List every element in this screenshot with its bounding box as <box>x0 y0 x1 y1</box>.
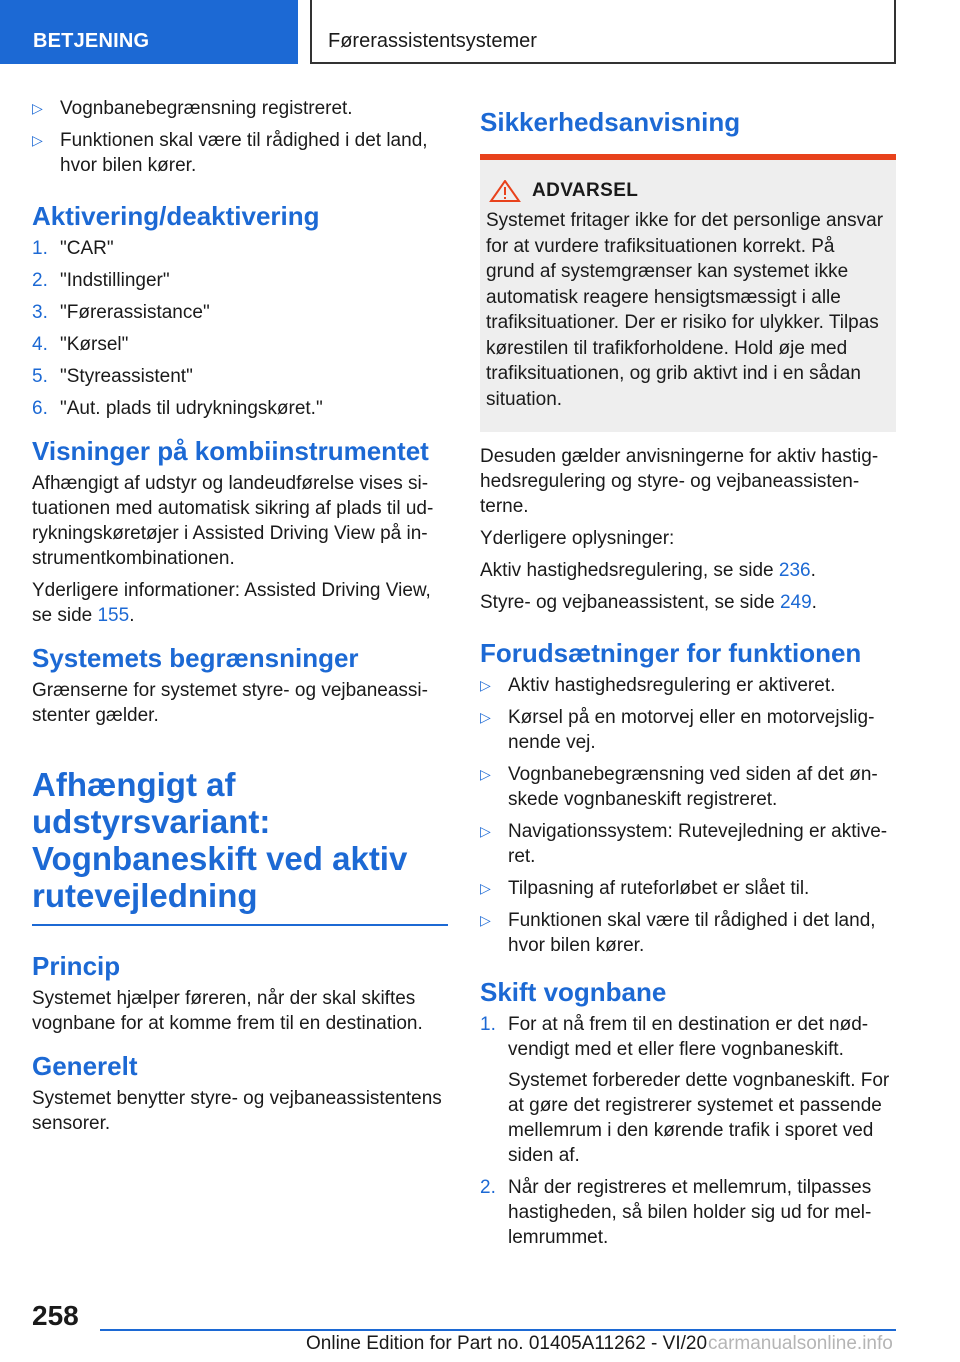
list-item: ▷ Navigationssystem: Rutevejledning er aktiveret. <box>480 821 888 867</box>
left-column <box>32 96 448 1143</box>
page-link-236[interactable]: 236 <box>778 560 811 581</box>
step-item: 4. "Kørsel" <box>32 334 129 355</box>
safety-heading: Sikkerhedsanvisning <box>480 107 741 137</box>
step-item: 5. "Styreassistent" <box>32 366 193 387</box>
principle-heading: Princip <box>32 951 121 981</box>
step-item: 3. "Førerassistance" <box>32 302 210 323</box>
page-link-155[interactable]: 155 <box>97 605 130 626</box>
triangle-bullet-icon: ▷ <box>32 100 43 116</box>
list-item: ▷ Vognbanebegrænsning ved siden af det ønskede vognbaneskift registreret. <box>480 764 878 810</box>
list-item: ▷ Kørsel på en motorvej eller en motorvejslignende vej. <box>480 707 875 753</box>
triangle-bullet-icon: ▷ <box>480 880 491 896</box>
list-item: ▷ Tilpasning af ruteforløbet er slået til. <box>480 878 810 899</box>
list-item: ▷ Funktionen skal være til rådighed i det land, hvor bilen kører. <box>480 910 876 956</box>
triangle-bullet-icon: ▷ <box>480 912 491 928</box>
warning-header <box>486 180 888 202</box>
preconditions-heading: Forudsætninger for funktionen <box>480 638 862 668</box>
list-item: ▷ Aktiv hastighedsregulering er aktiveret. <box>480 675 836 696</box>
lane-change-steps <box>480 1012 896 1250</box>
edition-label: Online Edition for Part no. 01405A11262 - VI/20 <box>306 1333 708 1354</box>
step-item: 1. "CAR" <box>32 238 114 259</box>
page-link-249[interactable]: 249 <box>779 592 812 613</box>
chapter-title: Førerassistentsystemer <box>310 0 896 64</box>
warning-box <box>480 154 896 432</box>
lane-change-heading: Skift vognbane <box>480 977 667 1007</box>
limits-heading: Systemets begrænsninger <box>32 643 359 673</box>
display-heading: Visninger på kombiinstrumentet <box>32 436 429 466</box>
activation-steps <box>32 236 448 421</box>
warning-text: Systemet fritager ikke for det personlige ansvar for at vurdere trafiksituationen korrekt. På grund af systemgrænser kan systemet ikke automatisk reagere hensigtsmæssigt i alle trafiksituationer. Der er risiko for ulykker. Tilpas kørestilen til trafikforholdene. Hold øje med trafiksituationen, og grib aktivt ind i en sådan situation. <box>486 210 884 410</box>
list-item: ▷ Funktionen skal være til rådighed i det land, hvor bilen kører. <box>32 130 428 176</box>
preconditions-list <box>480 673 896 958</box>
triangle-bullet-icon: ▷ <box>480 677 491 693</box>
limits-paragraph: Grænserne for systemet styre- og vejbaneassistenter gælder. <box>32 680 428 726</box>
warning-triangle-icon <box>488 180 522 202</box>
section-tab: BETJENING <box>0 0 298 64</box>
top-bullet-list <box>32 96 448 178</box>
triangle-bullet-icon: ▷ <box>32 132 43 148</box>
triangle-bullet-icon: ▷ <box>480 823 491 839</box>
safety-reference-2: Styre- og vejbaneassistent, se side 249. <box>480 592 817 613</box>
step-item: 6. "Aut. plads til udrykningskøret." <box>32 398 323 419</box>
safety-more-info: Yderligere oplysninger: <box>480 528 675 549</box>
display-paragraph: Afhængigt af udstyr og landeudførelse vises situationen med automatisk sikring af plads til udrykningskøretøjer i Assisted Driving View på instrumentkombinationen. <box>32 473 434 569</box>
principle-paragraph: Systemet hjælper føreren, når der skal skiftes vognbane for at komme frem til en destination. <box>32 988 423 1034</box>
page-number: 258 <box>32 1300 79 1331</box>
general-heading: Generelt <box>32 1051 138 1081</box>
display-reference: Yderligere informationer: Assisted Driving View, se side 155. <box>32 580 431 626</box>
step-item: 2. "Indstillinger" <box>32 270 170 291</box>
step-item: 1. For at nå frem til en destination er det nødvendigt med et eller flere vognbaneskift. Systemet forbereder dette vognbaneskift. For at gøre det registrerer systemet et passende mellemrum i den kørende trafik i sporet ved siden af. <box>480 1012 896 1168</box>
general-paragraph: Systemet benytter styre- og vejbaneassistentens sensorer. <box>32 1088 442 1134</box>
safety-paragraph: Desuden gælder anvisningerne for aktiv hastighedsregulering og styre- og vejbaneassistenterne. <box>480 446 879 517</box>
step-item: 2. Når der registreres et mellemrum, tilpasses hastigheden, så bilen holder sig ud for mellemrummet. <box>480 1177 872 1248</box>
activation-heading: Aktivering/deaktivering <box>32 201 320 231</box>
triangle-bullet-icon: ▷ <box>480 766 491 782</box>
step-detail: Systemet forbereder dette vognbaneskift. For at gøre det registrerer systemet et passende mellemrum i den kørende trafik i sporet ved siden af. <box>508 1070 890 1166</box>
main-section-heading: Afhængigt af udstyrsvariant: Vognbaneskift ved aktiv rutevejledning <box>32 766 448 926</box>
page-header <box>0 0 960 66</box>
safety-reference-1: Aktiv hastighedsregulering, se side 236. <box>480 560 816 581</box>
warning-title: ADVARSEL <box>532 180 639 201</box>
triangle-bullet-icon: ▷ <box>480 709 491 725</box>
right-column <box>480 96 896 1257</box>
list-item: ▷ Vognbanebegrænsning registreret. <box>32 98 353 119</box>
watermark: carmanualsonline.info <box>708 1333 893 1354</box>
footer-divider <box>100 1329 896 1331</box>
